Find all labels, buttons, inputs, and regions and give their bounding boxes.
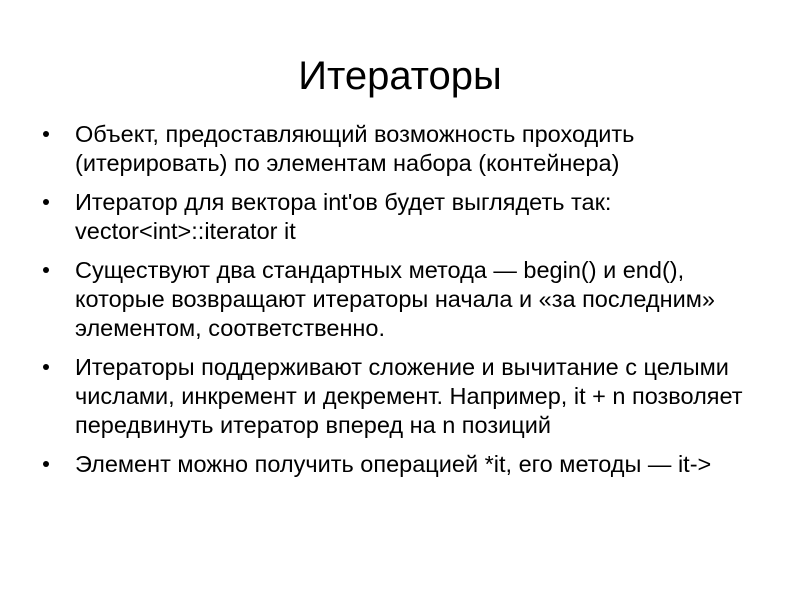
- bullet-dot-icon: [43, 267, 49, 273]
- bullet-item: [40, 256, 770, 343]
- bullet-text: Объект, предоставляющий возможность проходить (итерировать) по элементам набора (контейнера): [75, 121, 635, 176]
- bullet-dot-icon: [43, 461, 49, 467]
- bullet-text: Итератор для вектора int'ов будет выглядеть так: vector<int>::iterator it: [75, 189, 612, 244]
- bullet-dot-icon: [43, 199, 49, 205]
- bullet-text: Итераторы поддерживают сложение и вычитание с целыми числами, инкремент и декремент. Например, it + n позволяет передвинуть итератор вперед на n позиций: [75, 354, 743, 438]
- bullet-item: [40, 120, 770, 178]
- bullet-text: Элемент можно получить операцией *it, его методы — it->: [75, 451, 712, 477]
- slide-title: Итераторы: [298, 54, 502, 98]
- bullet-text: Существуют два стандартных метода — begin() и end(), которые возвращают итераторы начала и «за последним» элементом, соответственно.: [75, 257, 715, 341]
- bullet-dot-icon: [43, 131, 49, 137]
- bullet-item: [40, 353, 770, 440]
- bullet-list: [40, 120, 770, 489]
- bullet-dot-icon: [43, 364, 49, 370]
- bullet-item: [40, 188, 770, 246]
- bullet-item: [40, 450, 770, 479]
